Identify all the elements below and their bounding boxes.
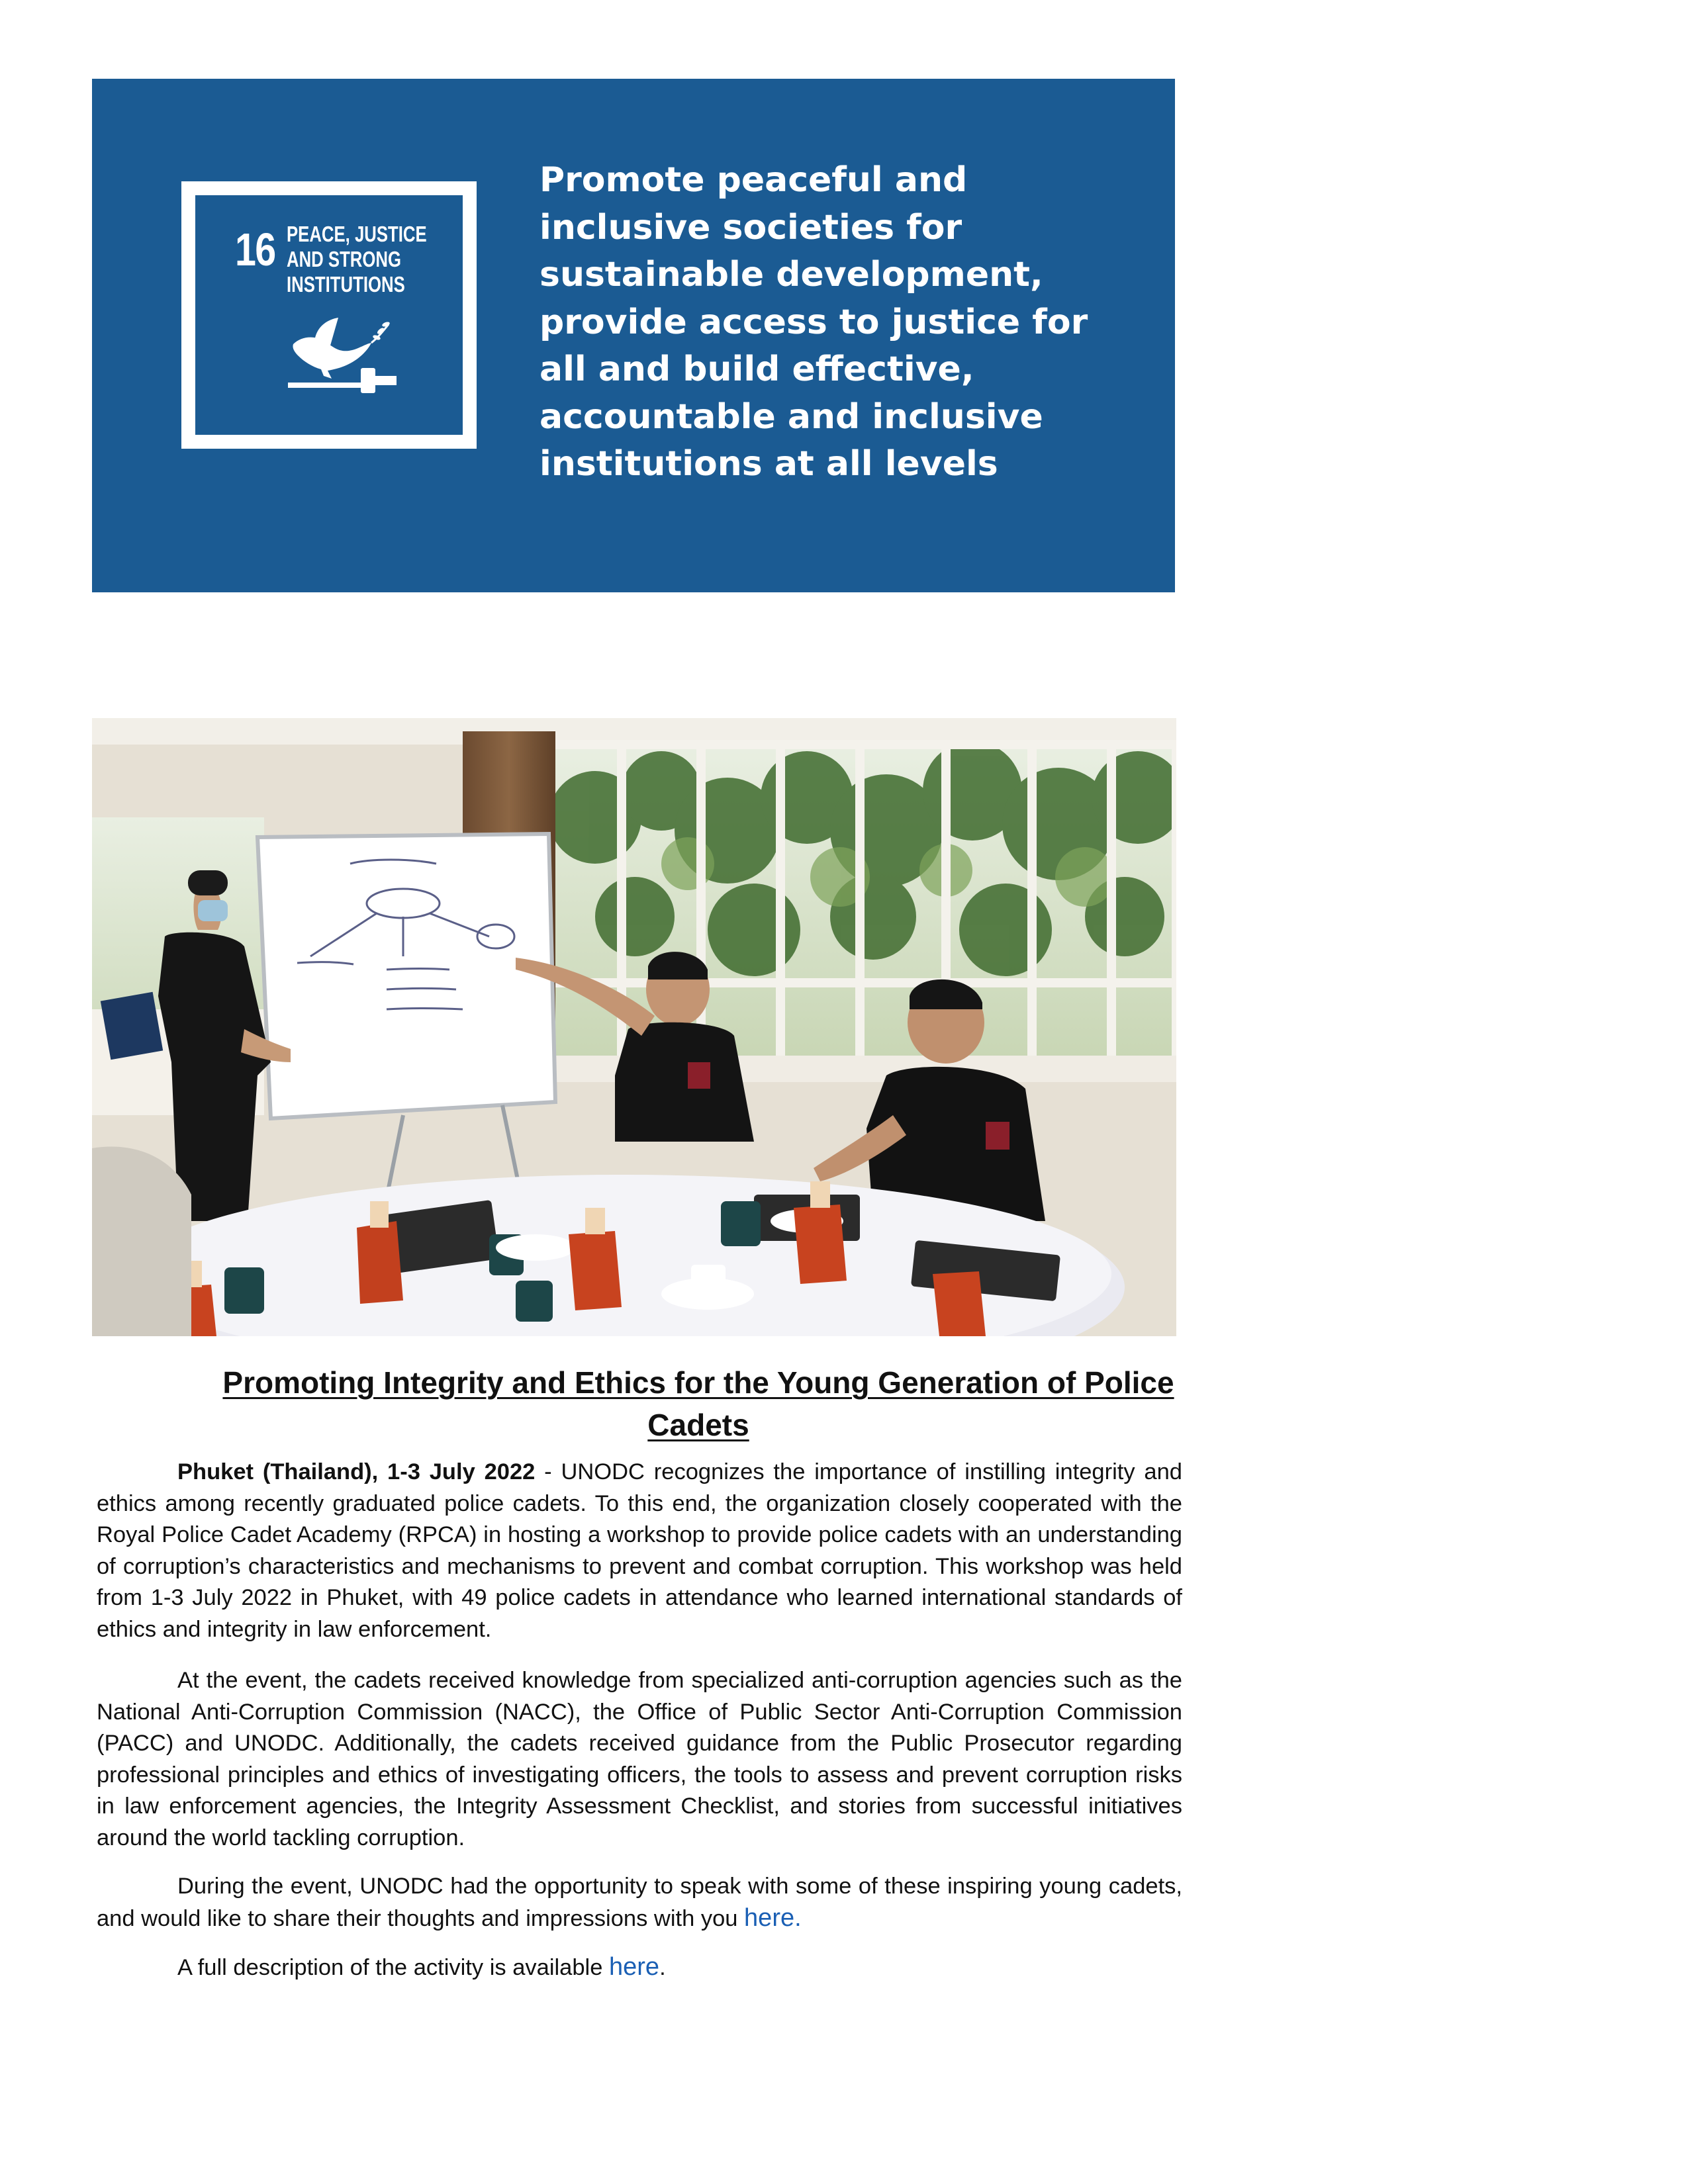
- paragraph-intro: [97, 1457, 1182, 1645]
- full-description-end: .: [659, 1955, 666, 1980]
- impressions-link[interactable]: here.: [744, 1903, 802, 1932]
- goal-text-line: institutions at all levels: [539, 444, 998, 484]
- full-description-link[interactable]: here: [609, 1953, 660, 1981]
- goal-text-line: all and build effective,: [539, 349, 974, 389]
- article-title-line: Cadets: [647, 1408, 749, 1442]
- article-title: [132, 1361, 1264, 1446]
- full-description-body: A full description of the activity is available: [177, 1955, 609, 1980]
- goal-text-line: inclusive societies for: [539, 207, 962, 248]
- sdg-title-line: INSTITUTIONS: [287, 272, 405, 296]
- sdg-number: 16: [235, 224, 275, 275]
- article-title-line: Promoting Integrity and Ethics for the Young Generation of Police: [222, 1365, 1174, 1400]
- paragraph-impressions: [97, 1871, 1182, 1934]
- paragraph-full-description: [97, 1952, 1182, 1984]
- goal-text-line: Promote peaceful and: [539, 160, 968, 200]
- paragraph-intro-body: - UNODC recognizes the importance of instilling integrity and ethics among recently graduated police cadets. To this end, the organization closely cooperated with the Royal Police Cadet Academy (RPCA) in hosting a workshop to provide police cadets with an understanding of corruption’s characteristics and mechanisms to prevent and combat corruption. This workshop was held from 1-3 July 2022 in Phuket, with 49 police cadets in attendance who learned international standards of ethics and integrity in law enforcement.: [97, 1459, 1182, 1642]
- sdg-title-line: PEACE, JUSTICE: [287, 222, 427, 246]
- goal-text-line: accountable and inclusive: [539, 396, 1043, 437]
- sdg-goal-text: [539, 157, 1135, 488]
- dove-gavel-icon: [275, 304, 400, 404]
- sdg-16-tile: [195, 195, 463, 435]
- paragraph-event: At the event, the cadets received knowledge from specialized anti-corruption agencies such as the National Anti-Corruption Commission (NACC), the Office of Public Sector Anti-Corruption Commission (PACC) and UNODC. Additionally, the cadets received guidance from the Public Prosecutor regarding professional principles and ethics of investigating officers, the tools to assess and prevent corruption risks in law enforcement agencies, the Integrity Assessment Checklist, and stories from successful initiatives around the world tackling corruption.: [97, 1668, 1182, 1850]
- sdg-title: [287, 222, 427, 297]
- dateline: Phuket (Thailand), 1-3 July 2022: [177, 1459, 536, 1484]
- sdg-title-line: AND STRONG: [287, 247, 402, 271]
- sdg-16-tile-frame: [181, 181, 477, 449]
- sdg-banner: [92, 79, 1175, 592]
- paragraph-impressions-body: During the event, UNODC had the opportunity to speak with some of these inspiring young cadets, and would like to share their thoughts and impressions with you: [97, 1874, 1182, 1931]
- goal-text-line: sustainable development,: [539, 255, 1043, 295]
- goal-text-line: provide access to justice for: [539, 302, 1088, 342]
- workshop-photo: [92, 718, 1176, 1336]
